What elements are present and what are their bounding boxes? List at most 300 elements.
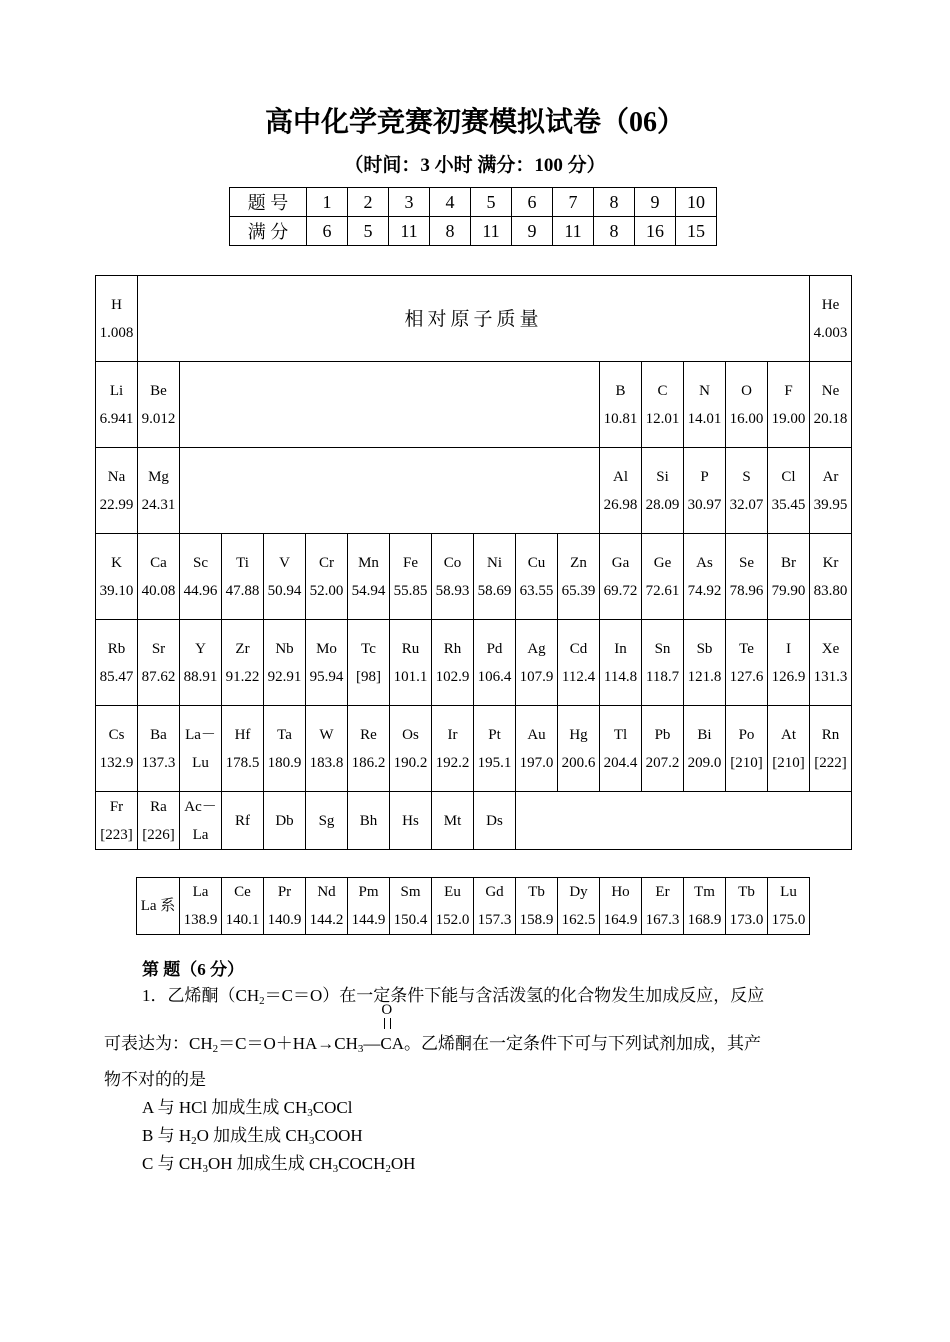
element-mass: 44.96	[183, 582, 218, 599]
element-symbol: B	[615, 382, 626, 399]
element-symbol: Gd	[485, 884, 504, 900]
score-table	[229, 187, 717, 246]
element-cell	[768, 620, 810, 706]
element-cell	[474, 792, 516, 850]
page-title: 高中化学竞赛初赛模拟试卷（06）	[264, 107, 685, 138]
element-symbol: Ho	[611, 884, 630, 900]
element-mass: 144.9	[351, 912, 386, 928]
element-symbol: In	[614, 640, 627, 657]
element-cell	[432, 792, 474, 850]
element-symbol: Tb	[738, 884, 755, 900]
element-cell	[96, 276, 138, 362]
element-symbol: La	[192, 884, 209, 900]
element-cell	[180, 534, 222, 620]
element-cell	[96, 362, 138, 448]
element-symbol: O	[741, 382, 752, 399]
question-score: 11	[471, 217, 512, 246]
element-symbol: Mg	[148, 468, 169, 485]
element-mass: 140.1	[225, 912, 260, 928]
element-cell	[348, 706, 390, 792]
element-symbol: Sb	[696, 640, 713, 657]
element-mass: 112.4	[561, 668, 596, 685]
element-symbol: Er	[655, 884, 670, 900]
score-table-header: 题 号	[230, 188, 307, 217]
element-cell	[432, 534, 474, 620]
element-symbol: Ta	[277, 726, 292, 743]
element-symbol: Mt	[443, 812, 462, 829]
element-cell	[474, 706, 516, 792]
element-cell	[810, 706, 852, 792]
element-cell	[390, 878, 432, 935]
element-mass: 127.6	[729, 668, 764, 685]
element-symbol: Au	[527, 726, 546, 743]
element-cell	[600, 362, 642, 448]
element-mass: 72.61	[645, 582, 680, 599]
element-symbol: Ds	[486, 812, 503, 829]
element-cell	[810, 362, 852, 448]
option-b[interactable]: B 与 $H_2O$ 加成生成 $CH_3COOH$	[142, 1126, 363, 1147]
element-symbol: Zr	[235, 640, 250, 657]
element-cell	[684, 362, 726, 448]
element-mass: 186.2	[351, 754, 386, 771]
periodic-table	[95, 275, 852, 850]
element-symbol: As	[696, 554, 713, 571]
element-mass: 35.45	[771, 496, 806, 513]
element-symbol: Pb	[654, 726, 671, 743]
element-symbol: Te	[739, 640, 754, 657]
element-symbol: Bh	[359, 812, 378, 829]
element-cell	[222, 534, 264, 620]
element-cell	[768, 448, 810, 534]
element-mass: 180.9	[267, 754, 302, 771]
element-symbol: S	[742, 468, 751, 485]
element-mass: 19.00	[771, 410, 806, 427]
question-number: 6	[512, 188, 553, 217]
element-symbol: Se	[739, 554, 754, 571]
element-mass: [223]	[100, 826, 133, 843]
period-7	[96, 792, 852, 850]
empty-region	[180, 448, 600, 534]
element-symbol: Hf	[234, 726, 251, 743]
element-mass: 167.3	[645, 912, 680, 928]
element-mass: 195.1	[477, 754, 512, 771]
question-text-line1	[142, 985, 764, 1012]
element-symbol: Lu	[780, 884, 797, 900]
question-number: 7	[553, 188, 594, 217]
element-mass: 83.80	[813, 582, 848, 599]
element-mass: 58.93	[435, 582, 470, 599]
element-cell	[180, 792, 222, 850]
element-cell	[810, 276, 852, 362]
element-symbol: Pt	[488, 726, 501, 743]
element-cell	[222, 620, 264, 706]
element-cell	[768, 706, 810, 792]
element-mass: 197.0	[519, 754, 554, 771]
question-number: 1	[307, 188, 348, 217]
question-score: 9	[512, 217, 553, 246]
element-cell	[180, 878, 222, 935]
element-symbol: Rh	[443, 640, 462, 657]
question-score: 6	[307, 217, 348, 246]
element-cell	[96, 706, 138, 792]
question-number: 10	[676, 188, 717, 217]
question-number: 4	[430, 188, 471, 217]
element-symbol: Ar	[822, 468, 839, 485]
element-cell	[768, 878, 810, 935]
element-symbol: Si	[656, 468, 669, 485]
element-mass: 14.01	[687, 410, 722, 427]
element-cell	[432, 620, 474, 706]
element-mass: [226]	[142, 826, 175, 843]
question-number: 9	[635, 188, 676, 217]
element-cell	[726, 448, 768, 534]
element-cell	[96, 448, 138, 534]
element-symbol: Ra	[150, 798, 167, 815]
element-mass: 164.9	[603, 912, 638, 928]
element-mass: [210]	[772, 754, 805, 771]
element-symbol: Os	[402, 726, 419, 743]
element-mass: 78.96	[729, 582, 764, 599]
element-symbol: Zn	[570, 554, 587, 571]
question-score: 5	[348, 217, 389, 246]
element-cell	[558, 534, 600, 620]
element-cell	[726, 362, 768, 448]
element-symbol: Li	[109, 382, 124, 399]
element-symbol: V	[279, 554, 290, 571]
element-mass: 126.9	[771, 668, 806, 685]
element-symbol: F	[784, 382, 793, 399]
element-cell	[768, 362, 810, 448]
element-cell	[306, 792, 348, 850]
element-mass: 52.00	[309, 582, 344, 599]
element-mass: 24.31	[141, 496, 176, 513]
element-symbol: Pd	[486, 640, 503, 657]
question-score: 8	[594, 217, 635, 246]
question-number: 2	[348, 188, 389, 217]
element-mass: 79.90	[771, 582, 806, 599]
element-cell	[138, 362, 180, 448]
element-cell	[642, 878, 684, 935]
element-symbol: Sm	[400, 884, 421, 900]
element-cell	[684, 534, 726, 620]
element-symbol: Sr	[151, 640, 166, 657]
element-mass: 87.62	[141, 668, 176, 685]
element-cell	[600, 448, 642, 534]
element-mass: 40.08	[141, 582, 176, 599]
element-mass: 204.4	[603, 754, 638, 771]
element-symbol: Kr	[822, 554, 839, 571]
element-symbol: Cr	[319, 554, 334, 571]
element-mass: [98]	[356, 668, 381, 685]
carbonyl-group	[380, 1002, 393, 1055]
element-mass: 106.4	[477, 668, 512, 685]
element-mass: 102.9	[435, 668, 470, 685]
element-symbol: Hg	[569, 726, 588, 743]
element-cell	[306, 534, 348, 620]
element-symbol: Cd	[569, 640, 588, 657]
element-cell	[348, 620, 390, 706]
element-mass: 9.012	[141, 410, 176, 427]
element-mass: 107.9	[519, 668, 554, 685]
element-cell	[390, 706, 432, 792]
element-symbol: Sc	[193, 554, 208, 571]
element-mass: 32.07	[729, 496, 764, 513]
element-mass: 58.69	[477, 582, 512, 599]
element-cell	[96, 620, 138, 706]
element-mass: 26.98	[603, 496, 638, 513]
element-cell	[264, 534, 306, 620]
element-symbol: Ge	[653, 554, 672, 571]
question-score: 11	[389, 217, 430, 246]
carbonyl-oxygen: O	[381, 1002, 393, 1018]
element-symbol: Ir	[447, 726, 458, 743]
element-cell	[516, 620, 558, 706]
element-symbol: Mn	[358, 554, 379, 571]
period-4	[96, 534, 852, 620]
element-mass: 190.2	[393, 754, 428, 771]
element-cell	[642, 362, 684, 448]
element-cell	[726, 878, 768, 935]
element-symbol: He	[821, 296, 840, 313]
element-mass: 6.941	[99, 410, 134, 427]
element-mass: 95.94	[309, 668, 344, 685]
element-cell	[390, 534, 432, 620]
element-symbol: P	[700, 468, 709, 485]
element-cell	[138, 448, 180, 534]
element-mass: 150.4	[393, 912, 428, 928]
element-cell	[726, 706, 768, 792]
element-cell	[348, 534, 390, 620]
element-symbol: Cl	[781, 468, 796, 485]
element-mass: 30.97	[687, 496, 722, 513]
element-mass: 158.9	[519, 912, 554, 928]
element-cell	[474, 878, 516, 935]
question-score: 8	[430, 217, 471, 246]
element-symbol: Mo	[316, 640, 337, 657]
element-cell	[600, 878, 642, 935]
element-symbol: Ce	[234, 884, 251, 900]
element-mass: 47.88	[225, 582, 260, 599]
element-symbol: Fe	[403, 554, 418, 571]
empty-region	[180, 362, 600, 448]
question-text-line2	[104, 1002, 762, 1060]
element-symbol: Eu	[444, 884, 461, 900]
element-mass: 140.9	[267, 912, 302, 928]
element-cell	[432, 878, 474, 935]
element-cell	[642, 534, 684, 620]
question-number: 5	[471, 188, 512, 217]
element-mass: 92.91	[267, 668, 302, 685]
element-cell	[684, 620, 726, 706]
question-score: 11	[553, 217, 594, 246]
exam-info: （时间：3 小时 满分：100 分）	[344, 155, 606, 176]
element-mass: 85.47	[99, 668, 134, 685]
element-symbol: Fr	[109, 798, 124, 815]
element-cell	[810, 620, 852, 706]
element-symbol: Sg	[318, 812, 335, 829]
element-symbol: Sn	[654, 640, 671, 657]
element-cell	[96, 792, 138, 850]
element-symbol: Be	[150, 382, 167, 399]
element-cell	[390, 620, 432, 706]
element-mass: 4.003	[813, 324, 848, 341]
element-mass: 152.0	[435, 912, 470, 928]
element-cell	[558, 620, 600, 706]
element-mass: 200.6	[561, 754, 596, 771]
element-mass: 63.55	[519, 582, 554, 599]
element-cell	[768, 534, 810, 620]
element-symbol: Tb	[528, 884, 545, 900]
element-mass: 138.9	[183, 912, 218, 928]
element-symbol: Ni	[487, 554, 502, 571]
element-symbol: Ne	[821, 382, 840, 399]
lanthanide-table	[136, 877, 810, 935]
element-mass: 69.72	[603, 582, 638, 599]
element-cell	[348, 792, 390, 850]
element-mass: 10.81	[603, 410, 638, 427]
score-table-row-scores	[230, 217, 717, 246]
reaction-prefix: 可表达为：$CH_2=C=O+HA\to CH_3—$	[104, 1034, 381, 1055]
double-bond-icon	[384, 1018, 391, 1029]
element-cell	[516, 706, 558, 792]
element-symbol: Na	[107, 468, 126, 485]
question-heading: 第 题（6 分）	[142, 960, 244, 979]
element-symbol: Ca	[150, 554, 167, 571]
element-cell	[642, 448, 684, 534]
element-cell	[642, 706, 684, 792]
period-1	[96, 276, 852, 362]
element-symbol: Ag	[527, 640, 546, 657]
element-cell	[96, 534, 138, 620]
option-c[interactable]: C 与 $CH_3OH$ 加成生成 $CH_3COCH_2OH$	[142, 1154, 416, 1175]
element-cell	[390, 792, 432, 850]
element-mass: 101.1	[393, 668, 428, 685]
score-table-header: 满 分	[230, 217, 307, 246]
element-symbol: At	[781, 726, 796, 743]
element-symbol: N	[699, 382, 710, 399]
element-symbol: Nd	[317, 884, 336, 900]
table-banner: 相对原子质量	[138, 276, 810, 362]
element-mass: 144.2	[309, 912, 344, 928]
element-cell	[306, 706, 348, 792]
element-cell	[516, 534, 558, 620]
element-symbol: La－	[185, 726, 216, 743]
element-symbol: Hs	[402, 812, 419, 829]
option-a[interactable]: A 与 HCl 加成生成 $CH_3COCl$	[142, 1098, 353, 1119]
element-symbol: Pm	[358, 884, 379, 900]
element-mass: 39.95	[813, 496, 848, 513]
element-mass: 22.99	[99, 496, 134, 513]
element-symbol: Bi	[697, 726, 712, 743]
element-mass: 162.5	[561, 912, 596, 928]
element-cell	[138, 620, 180, 706]
element-symbol: Co	[443, 554, 462, 571]
element-mass: 209.0	[687, 754, 722, 771]
empty-region	[516, 792, 852, 850]
period-2	[96, 362, 852, 448]
element-symbol: Ba	[150, 726, 167, 743]
element-cell	[138, 792, 180, 850]
element-mass: [210]	[730, 754, 763, 771]
element-symbol: Db	[275, 812, 294, 829]
element-cell	[264, 620, 306, 706]
question-text-line3: 物不对的的是	[104, 1070, 206, 1089]
element-cell	[306, 878, 348, 935]
lanthanide-row	[137, 878, 810, 935]
question-score: 16	[635, 217, 676, 246]
element-cell	[600, 534, 642, 620]
element-mass: 168.9	[687, 912, 722, 928]
element-cell	[306, 620, 348, 706]
element-cell	[516, 878, 558, 935]
period-6	[96, 706, 852, 792]
element-cell	[264, 706, 306, 792]
element-mass: 54.94	[351, 582, 386, 599]
element-mass: Lu	[192, 754, 209, 771]
element-symbol: H	[111, 296, 122, 313]
element-cell	[138, 534, 180, 620]
element-cell	[684, 448, 726, 534]
element-cell	[222, 706, 264, 792]
element-cell	[222, 792, 264, 850]
element-cell	[180, 706, 222, 792]
element-mass: 118.7	[645, 668, 680, 685]
element-mass: 207.2	[645, 754, 680, 771]
element-mass: 175.0	[771, 912, 806, 928]
element-cell	[432, 706, 474, 792]
element-symbol: Tl	[613, 726, 628, 743]
element-mass: 114.8	[603, 668, 638, 685]
element-mass: 1.008	[99, 324, 134, 341]
element-cell	[810, 448, 852, 534]
element-symbol: K	[111, 554, 122, 571]
element-cell	[222, 878, 264, 935]
element-symbol: Y	[195, 640, 206, 657]
element-cell	[558, 878, 600, 935]
element-mass: 192.2	[435, 754, 470, 771]
element-mass: 173.0	[729, 912, 764, 928]
element-symbol: Nb	[275, 640, 294, 657]
element-mass: 12.01	[645, 410, 680, 427]
element-mass: 178.5	[225, 754, 260, 771]
element-cell	[348, 878, 390, 935]
element-mass: 55.85	[393, 582, 428, 599]
element-mass: 74.92	[687, 582, 722, 599]
element-cell	[600, 620, 642, 706]
element-mass: 137.3	[141, 754, 176, 771]
element-symbol: Re	[360, 726, 377, 743]
element-cell	[642, 620, 684, 706]
element-symbol: Cu	[527, 554, 546, 571]
element-cell	[726, 534, 768, 620]
element-mass: 183.8	[309, 754, 344, 771]
element-mass: 157.3	[477, 912, 512, 928]
element-mass: 39.10	[99, 582, 134, 599]
element-symbol: Dy	[569, 884, 588, 900]
element-mass: 132.9	[99, 754, 134, 771]
element-mass: 20.18	[813, 410, 848, 427]
question-number: 3	[389, 188, 430, 217]
element-cell	[726, 620, 768, 706]
element-cell	[474, 534, 516, 620]
element-mass: 91.22	[225, 668, 260, 685]
element-symbol: Ru	[401, 640, 420, 657]
element-mass: La	[192, 826, 209, 843]
element-cell	[558, 706, 600, 792]
carbonyl-carbon: C	[380, 1034, 392, 1053]
element-cell	[264, 878, 306, 935]
element-cell	[264, 792, 306, 850]
